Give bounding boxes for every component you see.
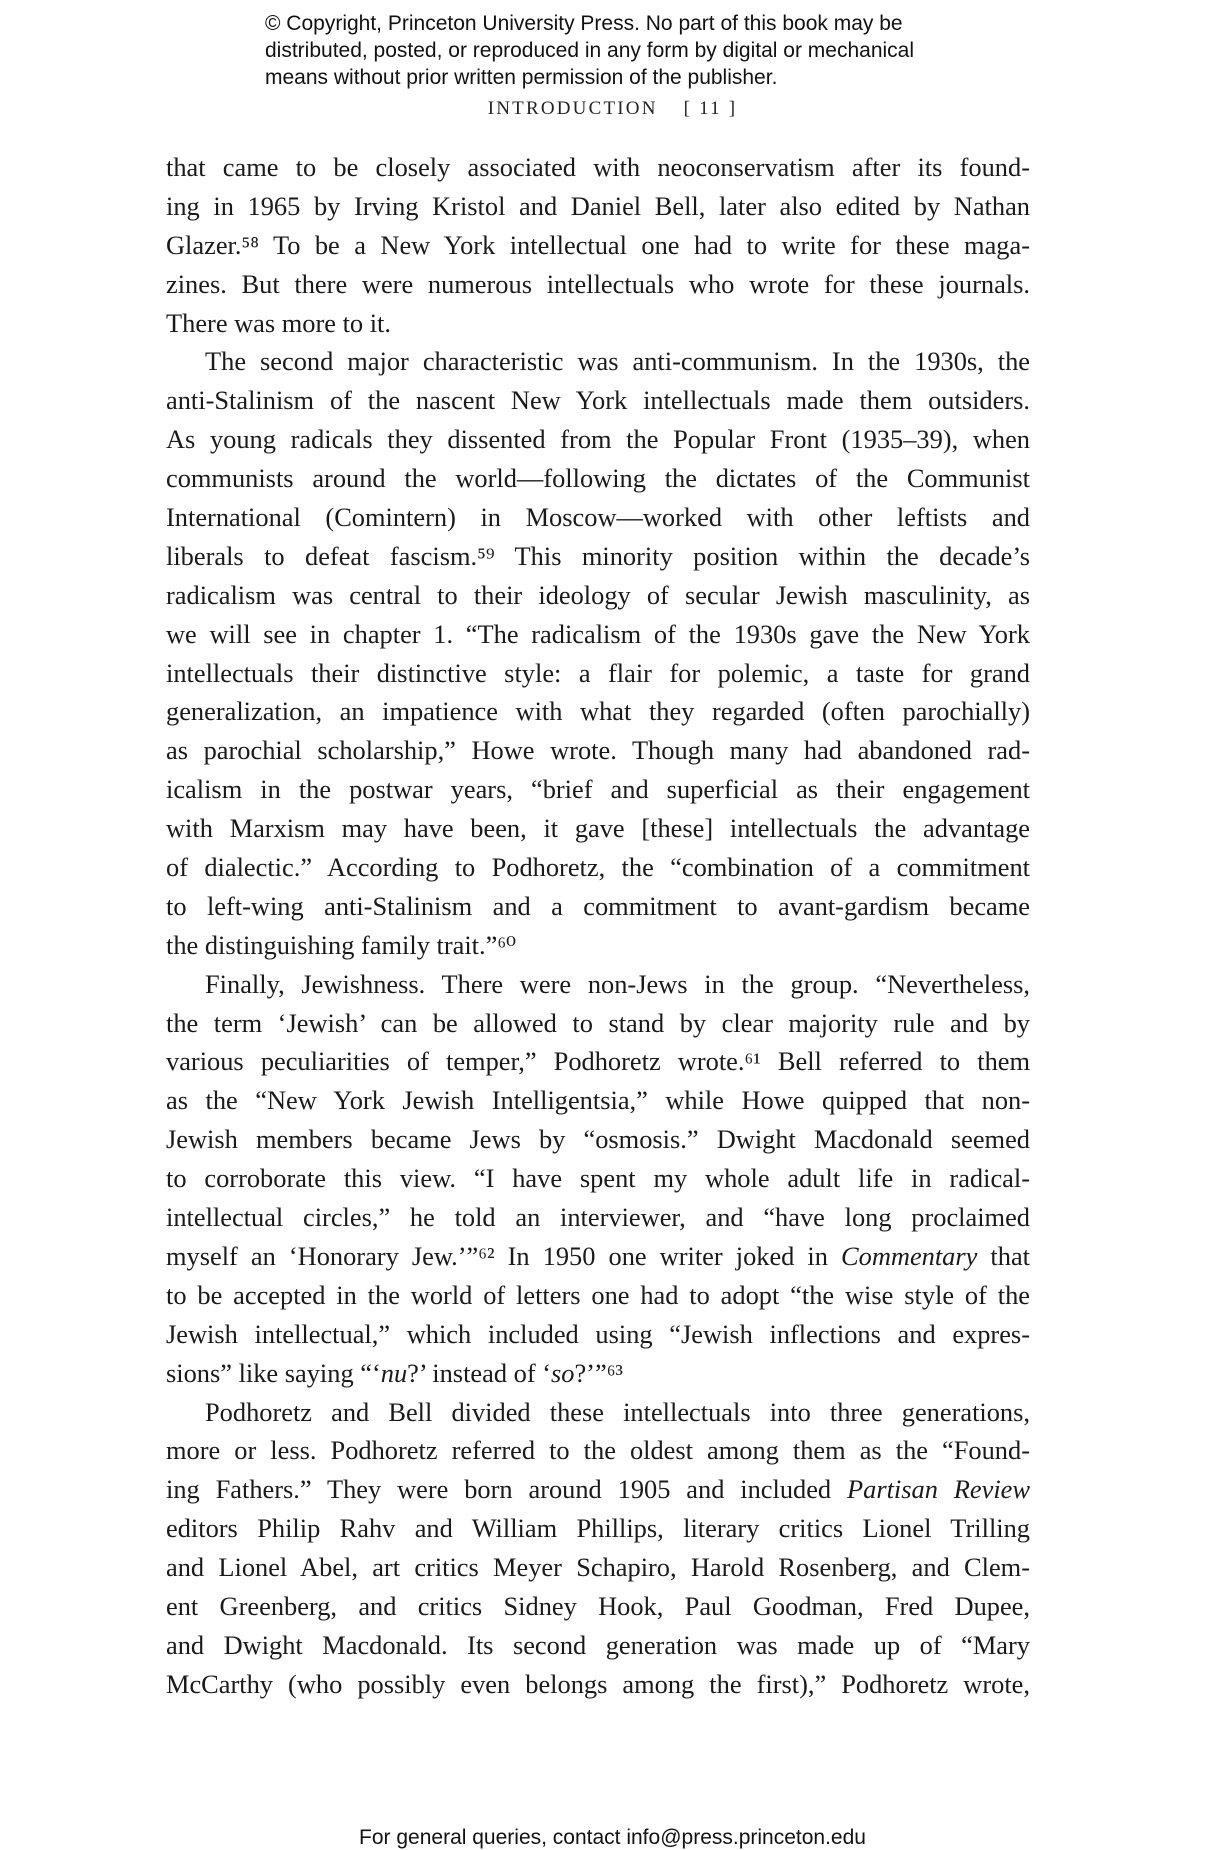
copyright-line: distributed, posted, or reproduced in any form by digital or mechanical — [265, 39, 915, 62]
text-line: and Lionel Abel, art critics Meyer Schapiro, Harold Rosenberg, and Clem- — [166, 1552, 1030, 1583]
text-line: ent Greenberg, and critics Sidney Hook, Paul Goodman, Fred Dupee, — [166, 1590, 1030, 1621]
text-line: zines. But there were numerous intellectuals who wrote for these journals. — [166, 268, 1030, 299]
text-line: icalism in the postwar years, “brief and superficial as their engagement — [166, 774, 1030, 805]
text-line: to be accepted in the world of letters one had to adopt “the wise style of the — [166, 1279, 1030, 1310]
body-text — [166, 148, 1030, 1704]
text-line: radicalism was central to their ideology of secular Jewish masculinity, as — [166, 579, 1030, 610]
text-line: communists around the world—following the dictates of the Communist — [166, 463, 1030, 494]
text-line: myself an ‘Honorary Jew.’”⁶² In 1950 one writer joked in Commentary that — [166, 1240, 1031, 1271]
text-line: intellectual circles,” he told an interviewer, and “have long proclaimed — [166, 1202, 1030, 1233]
text-line: As young radicals they dissented from the Popular Front (1935–39), when — [166, 424, 1030, 455]
text-line: with Marxism may have been, it gave [these] intellectuals the advantage — [166, 813, 1030, 844]
text-line: more or less. Podhoretz referred to the oldest among them as the “Found- — [166, 1435, 1030, 1466]
text-line: as the “New York Jewish Intelligentsia,” while Howe quipped that non- — [166, 1085, 1030, 1116]
running-head-section: INTRODUCTION — [487, 98, 658, 119]
text-line: anti-Stalinism of the nascent New York intellectuals made them outsiders. — [166, 385, 1030, 416]
copyright-line: means without prior written permission of the publisher. — [265, 66, 778, 89]
text-line: liberals to defeat fascism.⁵⁹ This minority position within the decade’s — [166, 540, 1030, 571]
text-line: McCarthy (who possibly even belongs among the first),” Podhoretz wrote, — [166, 1668, 1030, 1699]
text-line: sions” like saying “‘nu?’ instead of ‘so?’”⁶³ — [166, 1357, 623, 1388]
text-line: to corroborate this view. “I have spent my whole adult life in radical- — [166, 1163, 1030, 1194]
running-head — [0, 98, 1225, 120]
text-line: that came to be closely associated with neoconservatism after its found- — [166, 152, 1030, 182]
text-line: There was more to it. — [166, 307, 391, 338]
text-line: Jewish members became Jews by “osmosis.” Dwight Macdonald seemed — [166, 1124, 1030, 1155]
footer-contact: For general queries, contact info@press.princeton.edu — [359, 1826, 866, 1849]
text-line: various peculiarities of temper,” Podhoretz wrote.⁶¹ Bell referred to them — [166, 1046, 1031, 1077]
text-line: generalization, an impatience with what they regarded (often parochially) — [166, 696, 1030, 727]
text-line: International (Comintern) in Moscow—worked with other leftists and — [166, 502, 1030, 533]
copyright-line: © Copyright, Princeton University Press. No part of this book may be — [265, 12, 903, 35]
page-number: [ 11 ] — [683, 98, 738, 119]
text-line: as parochial scholarship,” Howe wrote. Though many had abandoned rad- — [166, 735, 1030, 766]
text-line: ing Fathers.” They were born around 1905 and included Partisan Review — [166, 1474, 1030, 1505]
text-line: Podhoretz and Bell divided these intellectuals into three generations, — [205, 1396, 1030, 1427]
text-line: the term ‘Jewish’ can be allowed to stand by clear majority rule and by — [166, 1007, 1030, 1038]
text-line: ing in 1965 by Irving Kristol and Daniel Bell, later also edited by Nathan — [166, 190, 1030, 221]
text-line: Finally, Jewishness. There were non-Jews in the group. “Nevertheless, — [205, 968, 1030, 999]
text-line: intellectuals their distinctive style: a flair for polemic, a taste for grand — [166, 657, 1030, 688]
text-line: The second major characteristic was anti-communism. In the 1930s, the — [205, 346, 1030, 377]
text-line: the distinguishing family trait.”⁶⁰ — [166, 929, 517, 960]
text-line: and Dwight Macdonald. Its second generation was made up of “Mary — [166, 1629, 1030, 1660]
copyright-notice — [265, 10, 985, 91]
text-line: we will see in chapter 1. “The radicalism of the 1930s gave the New York — [166, 618, 1030, 649]
text-line: Jewish intellectual,” which included using “Jewish inflections and expres- — [166, 1318, 1030, 1349]
text-line: of dialectic.” According to Podhoretz, the “combination of a commitment — [166, 852, 1030, 883]
text-line: to left-wing anti-Stalinism and a commitment to avant-gardism became — [166, 890, 1030, 921]
text-line: Glazer.⁵⁸ To be a New York intellectual one had to write for these maga- — [166, 229, 1030, 260]
text-line: editors Philip Rahv and William Phillips, literary critics Lionel Trilling — [166, 1513, 1030, 1544]
